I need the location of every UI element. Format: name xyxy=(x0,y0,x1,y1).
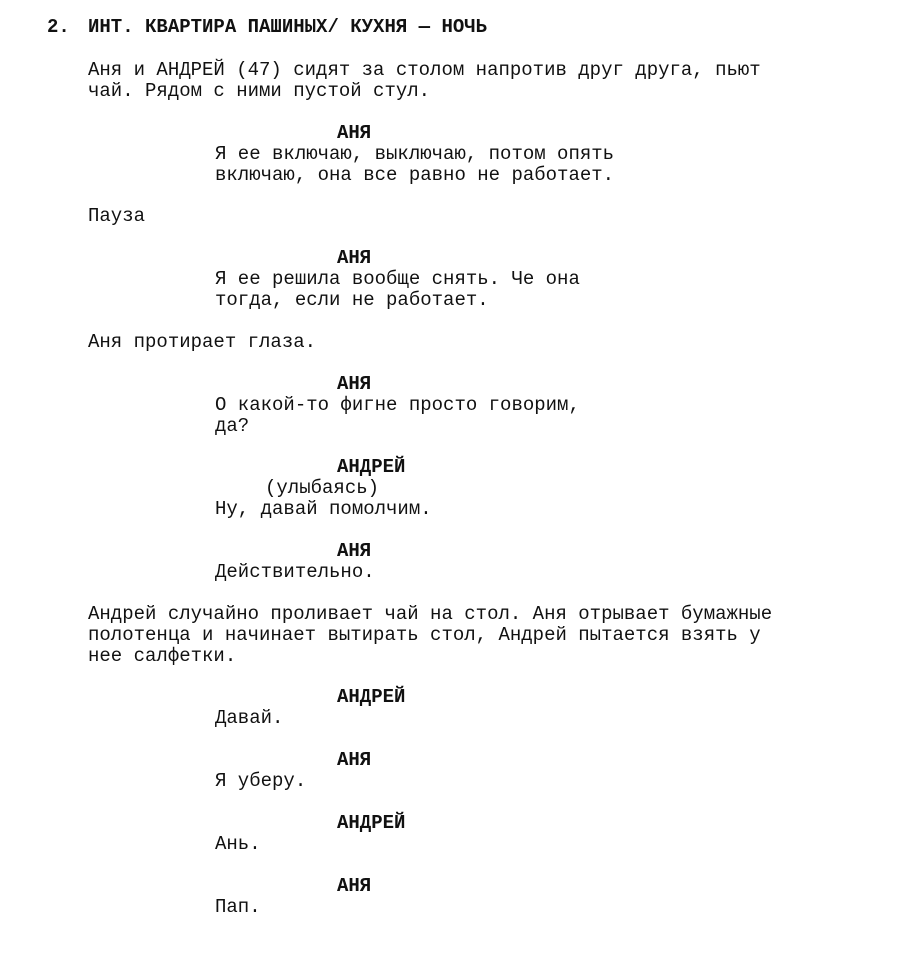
parenthetical: (улыбаясь) xyxy=(265,477,380,499)
dialogue-line: Действительно. xyxy=(215,561,375,583)
action-line: Аня и АНДРЕЙ (47) сидят за столом напротив друг друга, пьют чай. Рядом с ними пустой стул. xyxy=(88,59,761,102)
character-name: АНДРЕЙ xyxy=(337,812,406,834)
character-name: АНДРЕЙ xyxy=(337,456,406,478)
action-line: Аня протирает глаза. xyxy=(88,331,317,353)
action-line: Пауза xyxy=(88,205,146,227)
character-name: АНЯ xyxy=(337,373,372,395)
scene-number: 2. xyxy=(47,16,70,38)
character-name: АНЯ xyxy=(337,875,372,897)
action-line: Андрей случайно проливает чай на стол. Аня отрывает бумажные полотенца и начинает вытирать стол, Андрей пытается взять у нее салфетки. xyxy=(88,603,773,667)
scene-heading: ИНТ. КВАРТИРА ПАШИНЫХ/ КУХНЯ — НОЧЬ xyxy=(88,16,488,38)
dialogue-line: Ань. xyxy=(215,833,261,855)
character-name: АНЯ xyxy=(337,540,372,562)
character-name: АНЯ xyxy=(337,749,372,771)
dialogue-line: Давай. xyxy=(215,707,284,729)
dialogue-line: Я ее решила вообще снять. Че она тогда, если не работает. xyxy=(215,268,580,311)
dialogue-line: Пап. xyxy=(215,896,261,918)
dialogue-line: Ну, давай помолчим. xyxy=(215,498,432,520)
character-name: АНДРЕЙ xyxy=(337,686,406,708)
character-name: АНЯ xyxy=(337,122,372,144)
character-name: АНЯ xyxy=(337,247,372,269)
dialogue-line: О какой-то фигне просто говорим, да? xyxy=(215,394,580,437)
dialogue-line: Я ее включаю, выключаю, потом опять включаю, она все равно не работает. xyxy=(215,143,615,186)
dialogue-line: Я уберу. xyxy=(215,770,307,792)
